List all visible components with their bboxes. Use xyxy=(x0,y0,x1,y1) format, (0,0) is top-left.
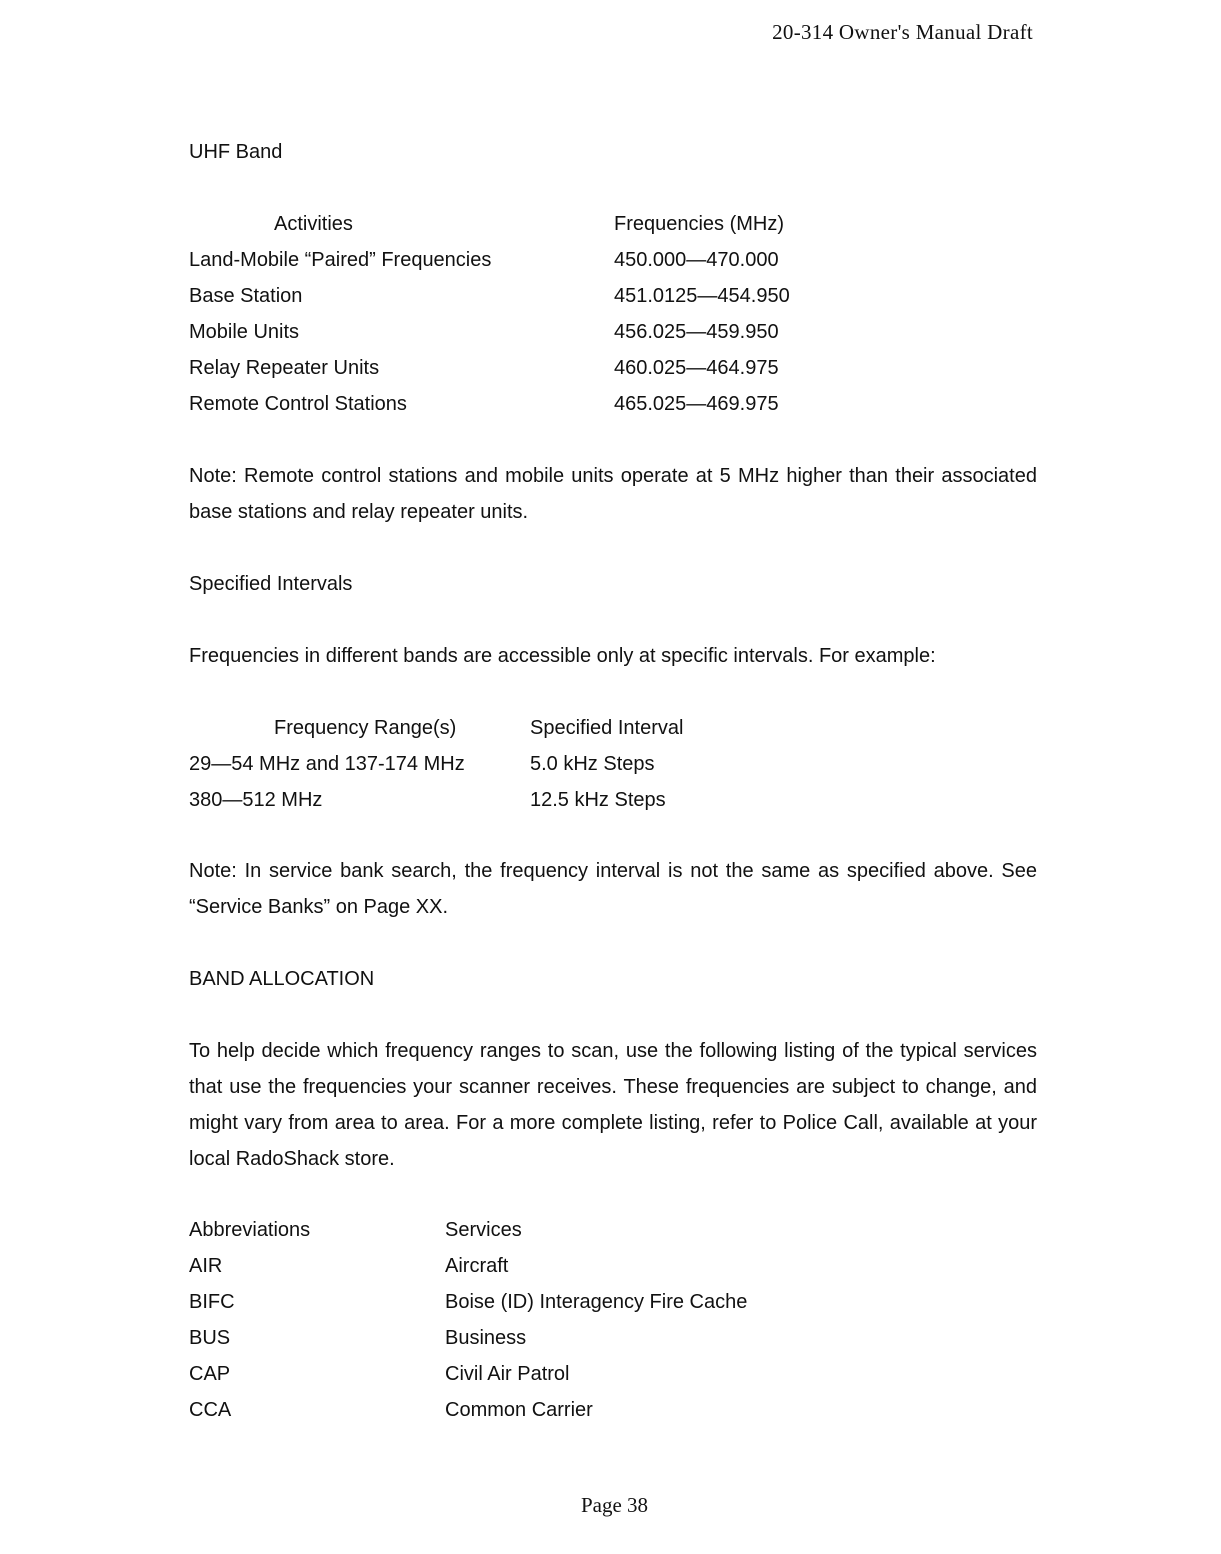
activity-cell: Mobile Units xyxy=(189,321,300,343)
frequencies-column-header: Frequencies (MHz) xyxy=(614,213,785,235)
table-row xyxy=(0,1326,1221,1350)
allocation-text: To help decide which frequency ranges to scan, use the following listing of the typical services that use the frequencies your scanner receives. These frequencies are subject to change, and might vary from area to area. For a more complete listing, refer to Police Call, available at your local RadoShack store. xyxy=(189,1040,1037,1170)
activity-cell: Base Station xyxy=(189,285,303,307)
table-row xyxy=(0,752,1221,776)
table-row xyxy=(0,1254,1221,1278)
service-cell: Common Carrier xyxy=(445,1399,593,1421)
abbreviation-cell: BIFC xyxy=(189,1291,235,1313)
table-row xyxy=(0,1362,1221,1386)
interval-cell: 5.0 kHz Steps xyxy=(530,753,655,775)
range-column-header: Frequency Range(s) xyxy=(274,717,457,739)
table-row xyxy=(0,284,1221,308)
activities-column-header: Activities xyxy=(274,213,353,235)
uhf-note: Note: Remote control stations and mobile units operate at 5 MHz higher than their associated base stations and relay repeater units. xyxy=(189,465,1037,523)
activity-cell: Remote Control Stations xyxy=(189,393,407,415)
service-cell: Civil Air Patrol xyxy=(445,1363,570,1385)
intervals-heading: Specified Intervals xyxy=(189,573,353,595)
abbreviation-cell: AIR xyxy=(189,1255,223,1277)
uhf-heading: UHF Band xyxy=(189,141,283,163)
table-row xyxy=(0,788,1221,812)
frequency-cell: 450.000—470.000 xyxy=(614,249,779,271)
table-row xyxy=(0,320,1221,344)
interval-cell: 12.5 kHz Steps xyxy=(530,789,666,811)
table-row xyxy=(0,356,1221,380)
intervals-table-header xyxy=(0,716,1221,740)
abbreviations-column-header: Abbreviations xyxy=(189,1219,311,1241)
table-row xyxy=(0,1290,1221,1314)
services-table-header xyxy=(0,1218,1221,1242)
frequency-cell: 456.025—459.950 xyxy=(614,321,779,343)
activity-cell: Relay Repeater Units xyxy=(189,357,380,379)
service-cell: Boise (ID) Interagency Fire Cache xyxy=(445,1291,748,1313)
frequency-cell: 460.025—464.975 xyxy=(614,357,779,379)
abbreviation-cell: BUS xyxy=(189,1327,231,1349)
activity-cell: Land-Mobile “Paired” Frequencies xyxy=(189,249,492,271)
interval-column-header: Specified Interval xyxy=(530,717,684,739)
service-cell: Business xyxy=(445,1327,527,1349)
running-header: 20-314 Owner's Manual Draft xyxy=(772,20,1033,44)
uhf-table-header xyxy=(0,212,1221,236)
intervals-note: Note: In service bank search, the frequency interval is not the same as specified above. See “Service Banks” on Page XX. xyxy=(189,860,1037,918)
abbreviation-cell: CCA xyxy=(189,1399,232,1421)
range-cell: 29—54 MHz and 137-174 MHz xyxy=(189,753,465,775)
service-cell: Aircraft xyxy=(445,1255,509,1277)
allocation-heading: BAND ALLOCATION xyxy=(189,968,375,990)
services-column-header: Services xyxy=(445,1219,522,1241)
abbreviation-cell: CAP xyxy=(189,1363,231,1385)
table-row xyxy=(0,248,1221,272)
frequency-cell: 451.0125—454.950 xyxy=(614,285,790,307)
table-row xyxy=(0,392,1221,416)
frequency-cell: 465.025—469.975 xyxy=(614,393,779,415)
range-cell: 380—512 MHz xyxy=(189,789,323,811)
table-row xyxy=(0,1398,1221,1422)
page-number: Page 38 xyxy=(580,1493,649,1517)
intervals-intro: Frequencies in different bands are accessible only at specific intervals. For example: xyxy=(189,645,936,667)
